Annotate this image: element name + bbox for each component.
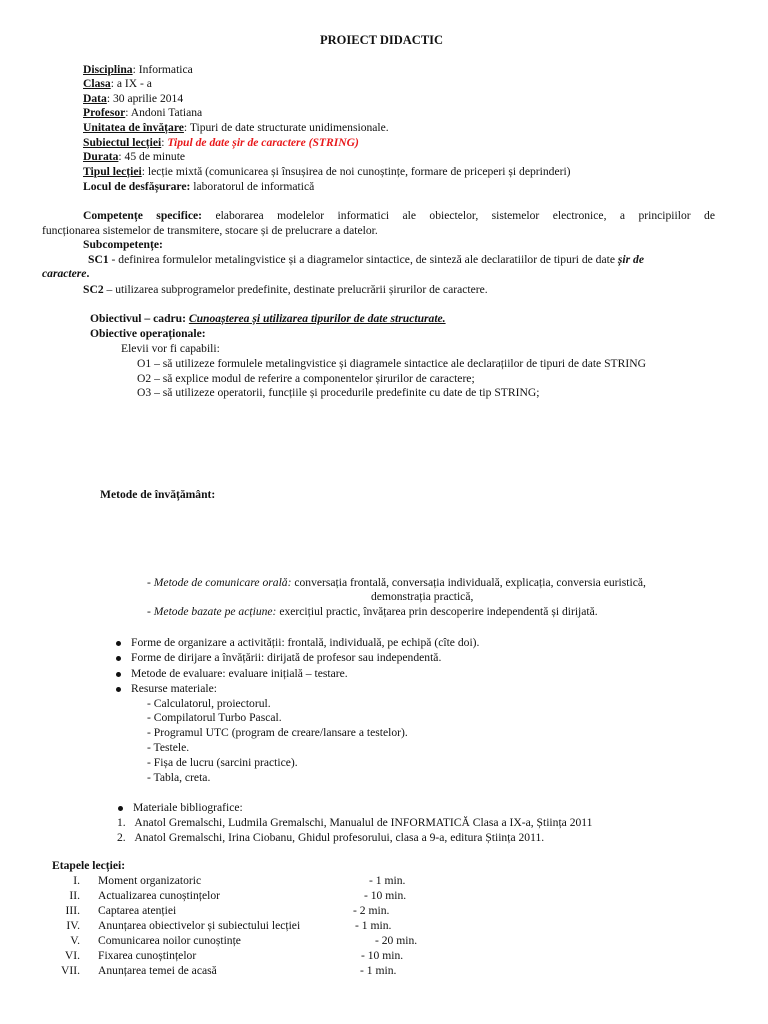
bibliografie-item-2: 2. Anatol Gremalschi, Irina Ciobanu, Ghidul profesorului, clasa a 9-a, editura Știința 2011. bbox=[117, 831, 545, 844]
bullet-icon bbox=[116, 672, 121, 677]
bullet-icon bbox=[116, 641, 121, 646]
field-clasa: Clasa: a IX - a bbox=[83, 77, 152, 90]
bibliografie-item-1: 1. Anatol Gremalschi, Ludmila Gremalschi, Manualul de INFORMATICĂ Clasa a IX-a, Știința 2011 bbox=[117, 816, 593, 829]
etapa-row: V. Comunicarea noilor cunoștințe bbox=[70, 934, 241, 947]
obiectiv-o2: O2 – să explice modul de referire a componentelor șirurilor de caractere; bbox=[137, 372, 475, 385]
etapa-time: - 10 min. bbox=[361, 949, 404, 962]
etapa-time: - 1 min. bbox=[360, 964, 397, 977]
etapa-row: VII. Anunțarea temei de acasă bbox=[61, 964, 217, 977]
sc1-line1: SC1 - definirea formulelor metalingvistice și a diagramelor sintactice, de sinteză ale declaratiilor de tipuri de date șir de bbox=[88, 253, 644, 266]
obiectiv-cadru: Obiectivul – cadru: Cunoașterea și utilizarea tipurilor de date structurate. bbox=[90, 312, 446, 325]
subcompetente-label: Subcompetențe: bbox=[83, 238, 163, 251]
lesson-subject: Tipul de date șir de caractere (STRING) bbox=[167, 136, 359, 149]
etapa-time: - 10 min. bbox=[364, 889, 407, 902]
etapa-row: I. Moment organizatoric bbox=[73, 874, 202, 887]
page-title: PROIECT DIDACTIC bbox=[320, 33, 444, 47]
bullet-resurse: Resurse materiale: bbox=[116, 682, 217, 696]
field-data: Data: 30 aprilie 2014 bbox=[83, 92, 184, 105]
resursa-item: - Fișa de lucru (sarcini practice). bbox=[147, 756, 298, 769]
field-tipul: Tipul lecției: lecție mixtă (comunicarea și însușirea de noi cunoștințe, formare de priceperi și deprinderi) bbox=[83, 165, 571, 178]
bullet-icon bbox=[116, 687, 121, 692]
bullet-forme-organizare: Forme de organizare a activității: frontală, individuală, pe echipă (cîte doi). bbox=[116, 636, 479, 650]
etapa-time: - 20 min. bbox=[375, 934, 418, 947]
metode-comunicare: - Metode de comunicare orală: conversația frontală, conversația individuală, explicația, conversia euristică, bbox=[147, 576, 646, 589]
bullet-icon bbox=[118, 806, 123, 811]
bullet-icon bbox=[116, 656, 121, 661]
field-unitatea: Unitatea de învățare: Tipuri de date structurate unidimensionale. bbox=[83, 121, 389, 134]
etapa-time: - 1 min. bbox=[369, 874, 406, 887]
metode-actiune: - Metode bazate pe acțiune: exercițiul practic, învățarea prin descoperire independentă și dirijată. bbox=[147, 605, 598, 618]
sc1-line2: caractere. bbox=[42, 267, 90, 280]
etapa-time: - 2 min. bbox=[353, 904, 390, 917]
obiectiv-o1: O1 – să utilizeze formulele metalingvistice și diagramele sintactice ale declarațiilor de tipuri de date STRING bbox=[137, 357, 646, 370]
competente-line1: Competențe specifice: elaborarea modelelor informatici ale obiectelor, sistemelor electronice, a principiilor de bbox=[83, 209, 715, 222]
etapa-row: II. Actualizarea cunoștințelor bbox=[69, 889, 221, 902]
resursa-item: - Calculatorul, proiectorul. bbox=[147, 697, 271, 710]
obiective-operationale-label: Obiective operaționale: bbox=[90, 327, 206, 340]
etapa-row: III. Captarea atenției bbox=[65, 904, 177, 917]
field-locul: Locul de desfășurare: laboratorul de informatică bbox=[83, 180, 315, 193]
sc2-line: SC2 – utilizarea subprogramelor predefinite, destinate prelucrării șirurilor de caractere. bbox=[83, 283, 488, 296]
metode-comunicare-cont: demonstrația practică, bbox=[371, 590, 474, 603]
field-durata: Durata: 45 de minute bbox=[83, 150, 186, 163]
field-profesor: Profesor: Andoni Tatiana bbox=[83, 106, 203, 119]
resursa-item: - Tabla, creta. bbox=[147, 771, 211, 784]
field-subiectul: Subiectul lecției: Tipul de date șir de caractere (STRING) bbox=[83, 136, 359, 149]
obiectiv-o3: O3 – să utilizeze operatorii, funcțiile și procedurile predefinite cu date de tip STRING; bbox=[137, 386, 540, 399]
competente-line2: funcționarea sistemelor de transmitere, stocare și de prelucrare a datelor. bbox=[42, 224, 378, 237]
resursa-item: - Testele. bbox=[147, 741, 190, 754]
bullet-forme-dirijare: Forme de dirijare a învățării: dirijată de profesor sau independentă. bbox=[116, 651, 441, 665]
etapa-row: IV. Anunțarea obiectivelor și subiectului lecției bbox=[66, 919, 301, 932]
metode-label: Metode de învățământ: bbox=[100, 488, 216, 501]
etapa-time: - 1 min. bbox=[355, 919, 392, 932]
etapa-row: VI. Fixarea cunoștințelor bbox=[64, 949, 197, 962]
bullet-metode-evaluare: Metode de evaluare: evaluare inițială – testare. bbox=[116, 667, 348, 681]
bibliografie-label: Materiale bibliografice: bbox=[118, 801, 243, 815]
resursa-item: - Compilatorul Turbo Pascal. bbox=[147, 711, 282, 724]
obiective-intro: Elevii vor fi capabili: bbox=[121, 342, 220, 355]
field-disciplina: Disciplina: Informatica bbox=[83, 63, 193, 76]
resursa-item: - Programul UTC (program de creare/lansare a testelor). bbox=[147, 726, 408, 739]
etape-label: Etapele lecției: bbox=[52, 859, 126, 872]
